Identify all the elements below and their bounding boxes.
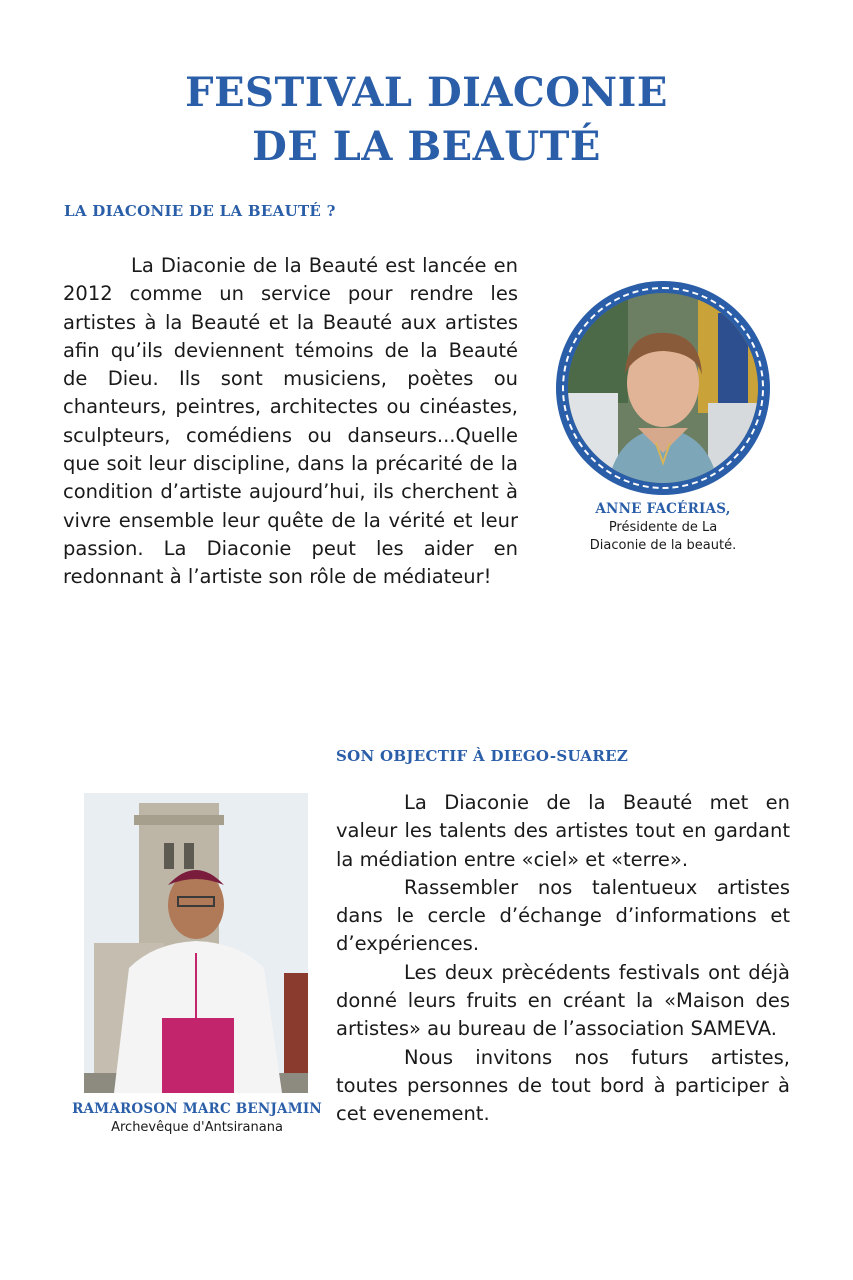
caption-name: RAMAROSON MARC BENJAMIN [72,1101,322,1117]
section2-paragraph: Rassembler nos talentueux artistes dans le cercle d’échange d’informations et d’expériences. [336,875,790,956]
anne-facerias-caption [556,500,770,555]
caption-role-line2: Diaconie de la beauté. [589,538,737,553]
archbishop-photo-image [84,793,308,1093]
section2-paragraph: La Diaconie de la Beauté met en valeur les talents des artistes tout en gardant la médiation entre «ciel» et «terre». [336,791,790,871]
section2-heading: SON OBJECTIF À DIEGO-SUAREZ [336,747,629,765]
section1-paragraph: La Diaconie de la Beauté est lancée en 2012 comme un service pour rendre les artistes à la Beauté et la Beauté aux artistes afin qu’ils deviennent témoins de la Beauté de Dieu. Ils sont musiciens, poètes ou chanteurs, peintres, architectes ou cinéastes, sculpteurs, comédiens ou danseurs...Quelle que soit leur discipline, dans la précarité de la condition d’artiste aujourd’hui, ils cherchent à vivre ensemble leur quête de la vérité et leur passion. La Diaconie peut les aider en redonnant à l’artiste son rôle de médiateur! [63,254,518,589]
section2-body [336,789,790,1129]
page-title-line2: DE LA BEAUTÉ [252,123,601,170]
section2-paragraph: Les deux prècédents festivals ont déjà donné leurs fruits en créant la «Maison des artistes» au bureau de l’association SAMEVA. [336,960,790,1041]
archbishop-photo [84,793,308,1093]
portrait-dashed-border [562,287,764,489]
section2-paragraph: Nous invitons nos futurs artistes, toutes personnes de tout bord à participer à cet evenement. [336,1045,790,1126]
caption-name: ANNE FACÉRIAS, [595,501,731,517]
caption-role-line1: Présidente de La [608,520,718,535]
section1-body [63,252,518,592]
section1-heading: LA DIACONIE DE LA BEAUTÉ ? [64,202,336,220]
anne-facerias-portrait [556,281,770,495]
caption-role: Archevêque d'Antsiranana [111,1120,283,1135]
archbishop-caption [52,1100,342,1137]
page-title [0,66,853,174]
page-title-line1: FESTIVAL DIACONIE [185,69,668,116]
